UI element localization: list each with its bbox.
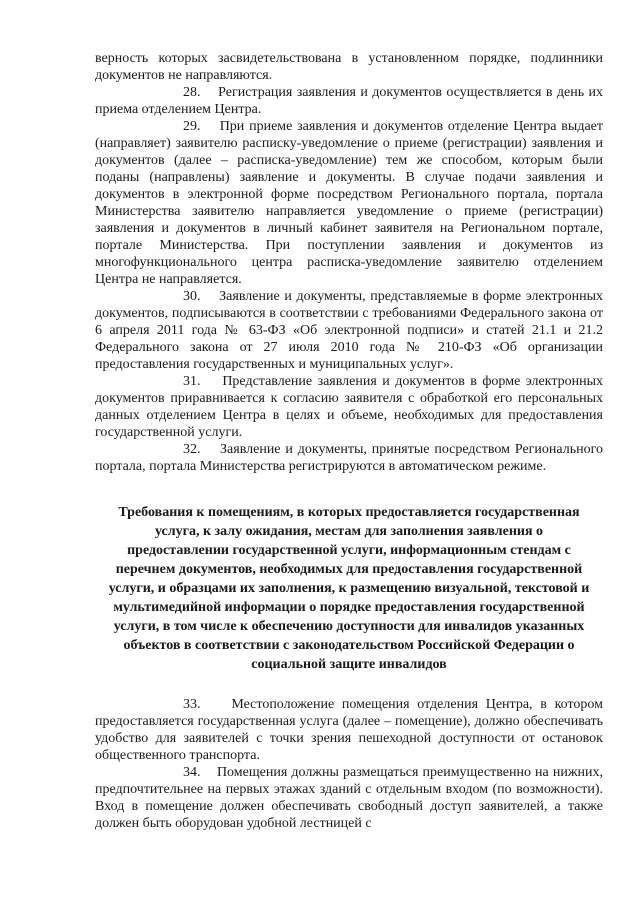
paragraph-text: Заявление и документы, принятые посредством Регионального портала, портала Министерства регистрируются в автоматическом режиме. [95,442,603,474]
paragraph-number: 34. [183,765,201,780]
paragraph-30 [95,288,603,373]
paragraph-number: 30. [183,289,201,304]
section-heading: Требования к помещениям, в которых предоставляется государственная услуга, к залу ожидания, местам для заполнения заявления о предоставлении государственной услуги, информационным стендам с перечнем документов, необходимых для предоставления государственной услуги, и образцами их заполнения, к размещению визуальной, текстовой и мультимедийной информации о порядке предоставления государственной услуги, в том числе к обеспечению доступности для инвалидов указанных объектов в соответствии с законодательством Российской Федерации о социальной защите инвалидов [108,505,590,672]
paragraph-number: 28. [183,85,201,100]
paragraph-text: Представление заявления и документов в форме электронных документов приравнивается к согласию заявителя с обработкой его персональных данных отделением Центра в целях и объеме, необходимых для предоставления государственной услуги. [95,374,603,440]
paragraph-34 [95,764,603,832]
spacer [95,674,603,696]
paragraph-text: Регистрация заявления и документов осуществляется в день их приема отделением Центра. [95,85,603,117]
document-page [95,50,603,832]
paragraph-text: Заявление и документы, представляемые в форме электронных документов, подписываются в соответствии с требованиями Федерального закона от 6 апреля 2011 года № 63-ФЗ «Об электронной подписи» и статей 21.1 и 21.2 Федерального закона от 27 июля 2010 года № 210-ФЗ «Об организации предоставления государственных и муниципальных услуг». [95,289,603,372]
continuation-text: верность которых засвидетельствована в установленном порядке, подлинники документов не направляются. [95,51,603,83]
paragraph-number: 33. [183,697,201,712]
paragraph-29 [95,118,603,288]
paragraph-text: При приеме заявления и документов отделение Центра выдает (направляет) заявителю расписку-уведомление о приеме (регистрации) заявления и документов (далее – расписка-уведомление) тем же способом, которым были поданы (направлены) заявление и документы. В случае подачи заявления и документов в электронной форме посредством Регионального портала, портала Министерства заявителю направляется уведомление о приеме (регистрации) заявления и документов в личный кабинет заявителя на Региональном портале, портале Министерства. При поступлении заявления и документов из многофункционального центра расписка-уведомление заявителю отделением Центра не направляется. [95,119,603,287]
paragraph-text: Местоположение помещения отделения Центра, в котором предоставляется государственная услуга (далее – помещение), должно обеспечивать удобство для заявителей с точки зрения пешеходной доступности от остановок общественного транспорта. [95,697,604,763]
paragraph-33 [95,696,603,764]
paragraph-number: 32. [183,442,201,457]
paragraph-number: 29. [183,119,201,134]
paragraph-text: Помещения должны размещаться преимущественно на нижних, предпочтительнее на первых этажах зданий с отдельным входом (по возможности). Вход в помещение должен обеспечивать свободный доступ заявителей, а также должен быть оборудован удобной лестницей с [95,765,604,831]
paragraph-32 [95,441,603,475]
paragraph-number: 31. [183,374,201,389]
paragraph-28 [95,84,603,118]
paragraph-31 [95,373,603,441]
